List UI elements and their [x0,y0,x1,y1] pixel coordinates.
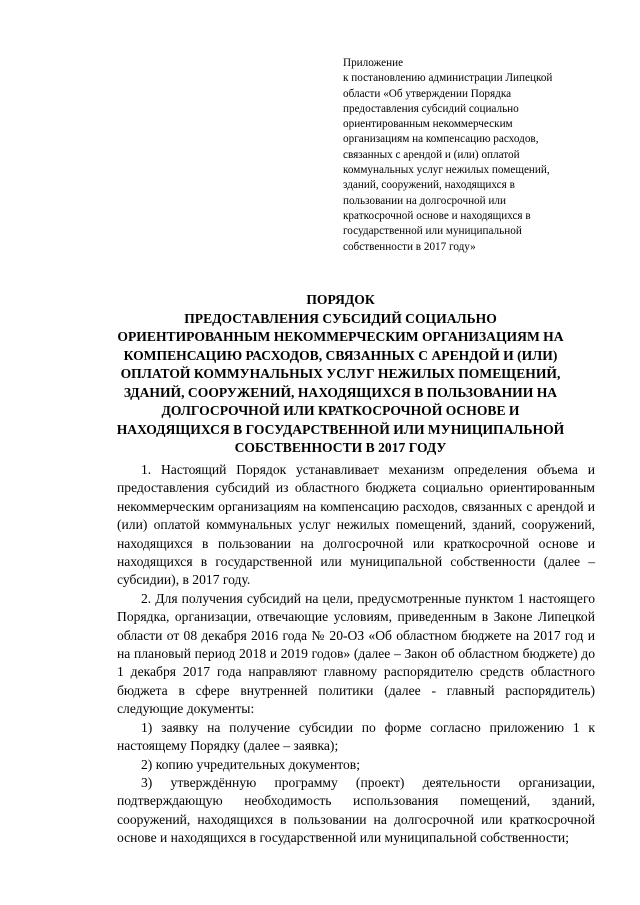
appendix-note [343,56,605,255]
appendix-line: собственности в 2017 году» [343,240,476,253]
title-line: ПОРЯДОК [306,292,375,307]
title-line: ЗДАНИЙ, СООРУЖЕНИЙ, НАХОДЯЩИХСЯ В ПОЛЬЗОВАНИИ НА [123,384,558,400]
document-body [117,461,595,848]
list-item-3: 3) утверждённую программу (проект) деятельности организации, подтверждающую необходимость использования помещений, зданий, сооружений, находящихся в пользовании на долгосрочной или краткосрочной основе и находящихся в государственной или муниципальной собственности; [117,774,595,846]
appendix-line: пользовании на долгосрочной или [343,194,506,207]
title-line: НАХОДЯЩИХСЯ В ГОСУДАРСТВЕННОЙ ИЛИ МУНИЦИПАЛЬНОЙ [116,421,565,437]
appendix-line: ориентированным некоммерческим [343,118,513,131]
title-line: КОМПЕНСАЦИЮ РАСХОДОВ, СВЯЗАННЫХ С АРЕНДОЙ И (ИЛИ) [123,347,558,363]
appendix-line: связанных с арендой и (или) оплатой [343,148,520,161]
appendix-line: области «Об утверждении Порядка [343,87,512,100]
appendix-line: государственной или муниципальной [343,225,522,238]
list-item-2: 2) копию учредительных документов; [141,756,360,772]
appendix-line: краткосрочной основе и находящихся в [343,209,531,222]
appendix-line: зданий, сооружений, находящихся в [343,179,515,192]
appendix-line: организациям на компенсацию расходов, [343,133,539,146]
title-line: ОПЛАТОЙ КОММУНАЛЬНЫХ УСЛУГ НЕЖИЛЫХ ПОМЕЩЕНИЙ, [120,366,561,381]
title-line: ОРИЕНТИРОВАННЫМ НЕКОММЕРЧЕСКИМ ОРГАНИЗАЦИЯМ НА [117,329,564,344]
document-title [88,291,593,458]
appendix-line: предоставления субсидий социально [343,102,519,115]
appendix-line: коммунальных услуг нежилых помещений, [343,164,550,177]
title-line: СОБСТВЕННОСТИ В 2017 ГОДУ [234,440,447,455]
paragraph-1: 1. Настоящий Порядок устанавливает механизм определения объема и предоставления субсидий из областного бюджета социально ориентированным некоммерческим организациям на компенсацию расходов, связанных с арендой и (или) оплатой коммунальных услуг нежилых помещений, зданий, сооружений, находящихся в пользовании на долгосрочной или краткосрочной основе и находящихся в государственной или муниципальной собственности (далее – субсидии), в 2017 году. [117,462,595,588]
appendix-line: к постановлению администрации Липецкой [343,72,553,85]
title-line: ДОЛГОСРОЧНОЙ ИЛИ КРАТКОСРОЧНОЙ ОСНОВЕ И [161,403,520,418]
paragraph-2: 2. Для получения субсидий на цели, предусмотренные пунктом 1 настоящего Порядка, организации, отвечающие условиям, приведенным в Законе Липецкой области от 08 декабря 2016 года № 20-ОЗ «Об областном бюджете на 2017 год и на плановый период 2018 и 2019 годов» (далее – Закон об областном бюджете) до 1 декабря 2017 года направляют главному распорядителю средств областного бюджета в сфере внутренней политики (далее - главный распорядитель) следующие документы: [117,590,595,717]
list-item-1: 1) заявку на получение субсидии по форме согласно приложению 1 к настоящему Порядку (далее – заявка); [117,719,595,754]
appendix-line: Приложение [343,57,404,69]
title-line: ПРЕДОСТАВЛЕНИЯ СУБСИДИЙ СОЦИАЛЬНО [184,310,497,326]
